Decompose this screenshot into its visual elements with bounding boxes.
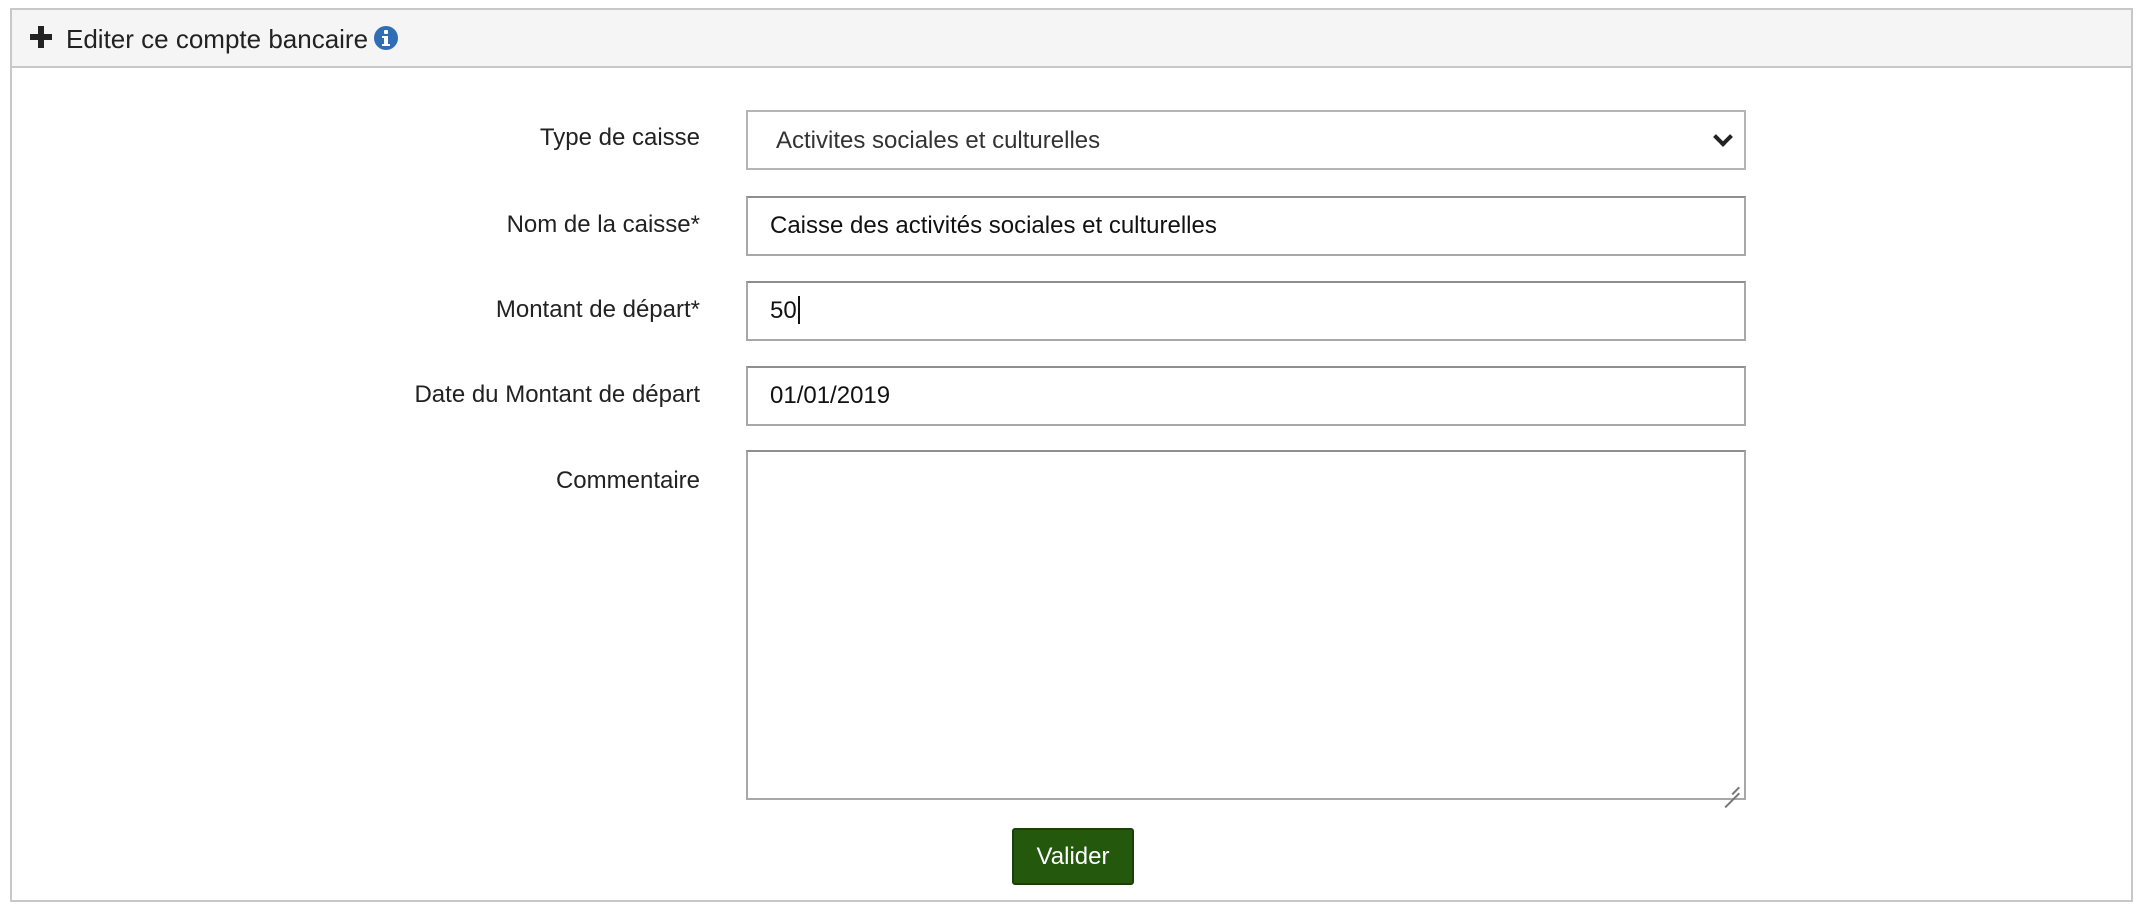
date-du-montant-input[interactable] [746, 366, 1746, 426]
montant-de-depart-input[interactable] [746, 281, 1746, 341]
valider-button[interactable]: Valider [1012, 828, 1134, 885]
nom-de-la-caisse-input[interactable] [746, 196, 1746, 256]
commentaire-label: Commentaire [555, 467, 700, 494]
date-du-montant-label: Date du Montant de départ [414, 381, 700, 408]
nom-de-la-caisse-label: Nom de la caisse* [506, 211, 700, 238]
date-du-montant-value: 01/01/2019 [770, 382, 891, 409]
type-de-caisse-selected-value: Activites sociales et culturelles [776, 127, 1101, 154]
nom-de-la-caisse-value: Caisse des activités sociales et culturelles [770, 212, 1217, 239]
montant-de-depart-label: Montant de départ* [495, 296, 700, 323]
chevron-down-icon [1713, 127, 1733, 147]
info-icon[interactable] [374, 26, 398, 50]
type-de-caisse-select[interactable] [746, 110, 1746, 170]
text-caret [798, 296, 800, 324]
type-de-caisse-label: Type de caisse [539, 124, 700, 151]
commentaire-textarea[interactable] [746, 450, 1746, 800]
montant-de-depart-value: 50 [770, 297, 797, 324]
panel-title: Editer ce compte bancaire [66, 24, 369, 54]
resize-handle-icon[interactable] [1724, 778, 1740, 794]
plus-icon[interactable] [30, 26, 52, 48]
panel-header[interactable] [12, 10, 2131, 68]
